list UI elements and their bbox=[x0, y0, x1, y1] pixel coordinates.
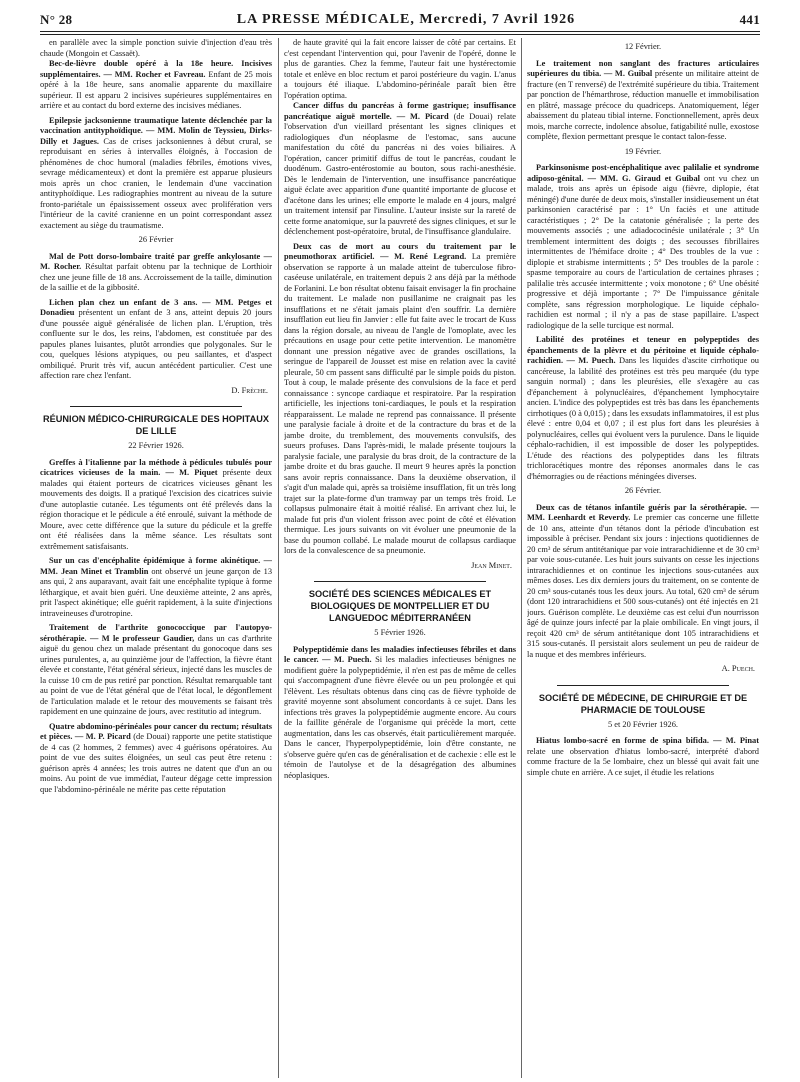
session-date: 12 Février. bbox=[624, 42, 662, 51]
article-title: Le traitement non sanglant des fractures articulaires supérieures du tibia. — M. Guibal bbox=[527, 58, 759, 78]
article bbox=[40, 116, 272, 232]
article-title: Lichen plan chez un enfant de 3 ans. — MM. Petges et Donadieu bbox=[40, 297, 272, 317]
article-body: Enfant de 25 mois opéré à la 18e heure, sans anomalie apparente du maxillaire supérieur. Il est apparu 2 incisives supérieures supplémentaires en arrière et au contact du bord externe des incisives médianes. bbox=[40, 69, 272, 110]
article bbox=[40, 59, 272, 112]
article-title: Deux cas de tétanos infantile guéris par la sérothérapie. — MM. Leenhardt et Reverdy. bbox=[527, 502, 759, 522]
session-date: 5 Février 1926. bbox=[374, 628, 426, 637]
column-divider bbox=[278, 38, 279, 1078]
article-body: Dans les liquides d'ascite cirrhotique ou cancéreuse, la labilité des protéines est très peu marquée (du type sanguin normal) ; dans les pleurésies, elle s'exagère au cas d'épanchement à polynucléaires, d'épanchement lymphocytaire ancien. L'indice des polypeptides est très bas dans les épanchements cirrhotiques (0 à 0,015) ; dans les exsudats inflammatoires, il est plus élevé : entre 0,04 et 0,07 ; il est plus fort dans les pleurésies à polynucléaires, celles qui évoluent vers la purulence. Dans le liquide céphalo-rachidien, il est impossible de doser les polypeptides. L'étude des réactions des polypeptides dans les filtrats trichloracétiques montre des réponses anormales dans le cas d'hémorragies ou de réactions méningées diverses. bbox=[527, 356, 759, 481]
society-heading: SOCIÉTÉ DE MÉDECINE, DE CHIRURGIE ET DE PHARMACIE DE TOULOUSE bbox=[538, 692, 748, 715]
session-date: 22 Février 1926. bbox=[128, 441, 184, 450]
article-body: présentent un enfant de 3 ans, atteint depuis 20 jours d'une poussée aiguë généralisée de lichen plan. L'éruption, très confluente sur le dos, les reins, l'abdomen, est constituée par des papules planes luisantes, plutôt arrondies que polygonales. Sur le cou, quelques lésions atypiques, ou peu saillantes, et d'aspect ombiliqué. Prurit très vif, aucun antécédent particulier. C'est une affection rare chez l'enfant. bbox=[40, 308, 272, 380]
section-rule bbox=[557, 685, 729, 686]
article-title: Mal de Pott dorso-lombaire traité par greffe ankylosante — M. Rocher. bbox=[40, 251, 272, 271]
article-body: (de Douai) relate l'observation d'un vieillard présentant les signes cliniques et radiologiques d'un néoplasme de l'estomac, sans aucune manifestation du côté du pancréas ni des voies biliaires. A l'opération, cancer primitif diffus de tout le pancréas, coudant le duodénum. Gastro-entérostomie au bouton, sous rachi-anesthésie. Dès le lendemain de l'intervention, une insuffisance pancréatique aiguë éclate avec apparition d'une quantité importante de glucose et d'acétone dans les urines; elle emporte le malade en 4 jours, malgré un traitement intensif par l'insuline. L'auteur insiste sur la rareté de cette forme anatomique, sur la pauvreté des signes cliniques, et sur le déclenchement post-opératoire, brutal, de l'insuffisance glandulaire. bbox=[284, 111, 516, 236]
session-date: 26 Février bbox=[138, 235, 174, 244]
article-title: Bec-de-lièvre double opéré à la 18e heure. Incisives supplémentaires. — MM. Rocher et Favreau. bbox=[40, 59, 272, 79]
article bbox=[40, 556, 272, 619]
column-divider bbox=[521, 38, 522, 1078]
article bbox=[40, 722, 272, 796]
article bbox=[40, 298, 272, 382]
article bbox=[527, 163, 759, 331]
article-title: Labilité des protéines et teneur en polypeptides des épanchements de la plèvre et du péritoine et liquide céphalo-rachidien. — M. Puech. bbox=[527, 335, 759, 365]
article-title: Parkinsonisme post-encéphalitique avec palilalie et syndrome adiposo-génital. — MM. G. Giraud et Guibal bbox=[527, 163, 759, 183]
article-title: Cancer diffus du pancréas à forme gastrique; insuffisance pancréatique aiguë mortelle. — M. Picard bbox=[284, 101, 516, 121]
article-title: Greffes à l'italienne par la méthode à pédicules tubulés pour cicatrices vicieuses de la main. — M. Piquet bbox=[40, 457, 272, 477]
article bbox=[527, 59, 759, 143]
section-rule bbox=[314, 581, 486, 582]
page-number: 441 bbox=[739, 12, 760, 27]
article-body: ont vu chez un malade, trois ans après un épisode aigu (fièvre, diplopie, état méningé) d'une durée de deux mois, s'installer insidieusement un état parkinsonien caractérisé par : 1° Un faciès et une attitude caractéristiques ; 2° De la catatonie généralisée ; la perte des mouvements associés ; une adiadococinésie unilatérale ; 3° Un tremblement intermittent des doigts ; des secousses fibrillaires intermittentes de l'hémiface droite ; 4° Des troubles de la vue : diplopie et strabisme intermittents ; 5° Des troubles de la parole : spasme temporaire au cours de l'articulation de certaines phrases ; palilalie très accusée intermittente ; voix monotone ; 6° Une obésité progressive et déjà importante ; 7° De l'impuissance génitale complète, sans régression morphologique. Le liquide céphalo-rachidien est normal ; il n'y a pas de stase papillaire. L'aspect radiologique de la selle turcique est normal. bbox=[527, 173, 759, 330]
article bbox=[40, 623, 272, 718]
article-body: Le premier cas concerne une fillette de 10 ans, atteinte d'un tétanos dont la période d'incubation est impossible à préciser. Pendant six jours : injections quotidiennes de 20 cm³ de sérum antitétanique par voie intrarachidienne et de 30 cm³ par voie sous-cutanée. Les huit jours suivants on cesse les injections intrarachidiennes et on continue les injections sous-cutanées aux mêmes doses. Les dix derniers jours du traitement, on se contente de 20 cm³ sous-cutanés tous les deux jours. Au total, 620 cm³ de sérum (dont 120 intrarachidiens et 500 sous-cutanés) ont été injectés en 21 jours. Guérison complète. Le deuxième cas est celui d'un nourrisson âgé de quinze jours infecté par la plaie ombilicale. En vingt jours, il reçoit 420 cm³ de sérum antitétanique dont 105 intrarachidiens et 315 sous-cutanés. Il persistait alors seulement un peu de raideur de la nuque et des membres inférieurs. bbox=[527, 513, 759, 659]
paragraph: en parallèle avec la simple ponction suivie d'injection d'eau très chaude (Mongoin et Cassaët). bbox=[40, 38, 272, 58]
page-header bbox=[40, 6, 760, 28]
article bbox=[527, 736, 759, 778]
article-title: Quatre abdomino-périnéales pour cancer du rectum; résultats et pièces. — M. P. Picard bbox=[40, 721, 272, 741]
author-signature: D. Frèche. bbox=[231, 385, 268, 395]
section-rule bbox=[70, 406, 242, 407]
article-title: Epilepsie jacksonienne traumatique latente déclenchée par la vaccination antityphoïdique. — MM. Molin de Teyssieu, Dirks-Dilly et Jagues. bbox=[40, 115, 272, 146]
article bbox=[527, 503, 759, 661]
article-title: Hiatus lombo-sacré en forme de spina bifida. — M. Pinat bbox=[536, 736, 759, 745]
article-body: ont observé un jeune garçon de 13 ans qui, 2 ans auparavant, avait fait une encéphalite typique à forme léthargique, et avait bien guéri. Une deuxième atteinte, 2 ans après, prit l'aspect akinétique; elle guérit rapidement, à la suite d'injections intraveineuses d'urotropine. bbox=[40, 566, 272, 618]
article bbox=[284, 242, 516, 557]
article-title: Deux cas de mort au cours du traitement par le pneumothorax artificiel. — M. René Legrand. bbox=[284, 241, 516, 261]
header-rule-thin bbox=[40, 34, 760, 35]
column-3 bbox=[527, 38, 759, 1078]
society-heading: RÉUNION MÉDICO-CHIRURGICALE DES HOPITAUX DE LILLE bbox=[43, 414, 269, 436]
session-date: 26 Février. bbox=[624, 486, 662, 495]
society-heading: SOCIÉTÉ DES SCIENCES MÉDICALES ET BIOLOGIQUES DE MONTPELLIER ET DU LANGUEDOC MÉDITERRANÉEN bbox=[308, 589, 492, 623]
article-body: La première observation se rapporte à un malade atteint de tuberculose fibro-caséeuse unilatérale, en traitement depuis 2 ans déjà par la méthode de Forlanini. Le bon résultat obtenu faisait envisager la fin prochaine du traitement. Le malade non pusillanime ne craignait pas les insufflations et ne s'était jamais plaint d'en souffrir. La dernière insufflation eut lieu fin Janvier : elle fut faite avec le trocart de Kuss dans la région dorsale, au niveau de l'angle de l'omoplate, avec les précautions en usage pour cette petite intervention. Le manomètre donnant une pression négative avec de grandes oscillations, la seringue de l'appareil de Jousset est mise en relation avec la cavité pleurale, 50 cm passent sans difficulté par le simple poids du piston. Tout à coup, le malade présente des convulsions de la face et perd connaissance : syncope cardiaque et respiratoire. Par la respiration artificielle, les injections toni-cardiaques, le pouls et la respiration réapparaissent. Le malade ne reprend pas connaissance. Il présente une paralysie faciale à droite et de la contracture du bras et de la jambe droite, du tremblement, des mouvements convulsifs, des sueurs profuses. Dans l'après-midi, le malade présente toujours la paralysie faciale, une paralysie du bras droit, de la contracture de la jambe droite et du bras gauche. Il meurt 9 heures après la ponction sans avoir repris connaissance. Dans la deuxième observation, il s'agit d'un malade qui, après sa troisième insufflation, fit un très long trajet sur la plate-forme d'un tramway par un temps très froid. Le collapsus pulmonaire était à moitié réalisé. En arrivant chez lui, le malade fut pris d'un violent frisson avec point de côté et élévation thermique. Les jours suivants on vit évoluer une pneumonie de la base du poumon collabé. Le malade mourut de collapsus cardiaque lors de la convalescence de sa pneumonie. bbox=[284, 252, 516, 555]
article-body: relate une observation d'hiatus lombo-sacré, interprété d'abord comme fracture de la 5e lombaire, chez un blessé qui avait fait une simple chute en arrière. A ce sujet, il étudie les relations bbox=[527, 746, 759, 777]
article-title: Sur un cas d'encéphalite épidémique à forme akinétique. — MM. Jean Minet et Tramblin bbox=[40, 556, 272, 576]
article-body: Résultat parfait obtenu par la technique de Lorthioir chez une jeune fille de 18 ans. Accroissement de la taille, diminution de la saillie et de la gibbosité. bbox=[40, 262, 272, 292]
session-date: 5 et 20 Février 1926. bbox=[607, 719, 678, 729]
column-1 bbox=[40, 38, 272, 1078]
article bbox=[40, 458, 272, 553]
article-body: Cas de crises jacksoniennes à début crural, se reproduisant en séries à intervalles éloignés, à l'occasion de phénomènes de choc humoral (maladies fébriles, émotions vives, sevrage médicamenteux) et dont la première est apparue plusieurs mois après un choc cranien, le lendemain d'une vaccination antityphoïdique. Les radiographies montrent au niveau de la suture fronto-pariétale un épaississement osseux avec prolifération vers l'intérieur de la cavité cranienne en un point correspondant assez exactement au siège du traumatisme. bbox=[40, 136, 272, 230]
session-date: 19 Février. bbox=[624, 146, 662, 156]
article bbox=[284, 101, 516, 238]
author-signature: Jean Minet. bbox=[471, 560, 512, 570]
article bbox=[40, 252, 272, 294]
article-body: dans un cas d'arthrite aiguë du genou chez un malade présentant du gonocoque dans ses urines purulentes, a, au quinzième jour de l'affection, la fièvre étant élevée et constante, l'état général sérieux, injecté dans les muscles de la cuisse 10 cm de pus retiré par ponction. Résultat remarquable tant au point de vue de l'état général que de l'état local, le dégonflement de l'articulation malade et le retour des mouvements se faisant très rapidement en une quinzaine de jours, avec restitutio ad integrum. bbox=[40, 633, 272, 716]
paragraph: de haute gravité qui la fait encore laisser de côté par certains. Et c'est cependant l'intervention qui, pour l'avenir de l'opéré, donne le plus de garanties. Chez la femme, l'auteur fait une hystérectomie totale et enlève en bloc rectum et paroi postérieure du vagin. L'anus a toujours été iliaque. L'abdomino-périnéale paraît bien être l'opération optima. bbox=[284, 38, 516, 100]
article-title: Traitement de l'arthrite gonococcique par l'autopyo-sérothérapie. — M le professeur Gaudier, bbox=[40, 623, 272, 643]
journal-title: LA PRESSE MÉDICALE, Mercredi, 7 Avril 1926 bbox=[236, 12, 576, 27]
article-body: (de Douai) rapporte une petite statistique de 4 cas (2 hommes, 2 femmes) avec 4 guérisons opératoires. Au point de vue des suites éloignées, un seul cas peut être retenu : guérison après 4 années; les trois autres ne datent que d'un an ou moins. Au point de vue immédiat, l'auteur dégage cette impression que l'abdomino-périnéale ne mérite pas cette réputation bbox=[40, 732, 272, 794]
article-body: présente un militaire atteint de fracture (en T renversé) de l'extrémité supérieure du tibia. Traitement par ponction de l'hémarthrose, réduction manuelle et immobilisation en plâtré, massage précoce du quadriceps. Anatomiquement, léger abaissement du plateau tibial interne. Fonctionnellement, après deux mois, marche correcte, indolence absolue, fatigabilité nulle, exostose complète, flexion permettant presque le contact talon-fesse. bbox=[527, 69, 759, 141]
author-signature: A. Puech. bbox=[721, 664, 755, 673]
article bbox=[527, 335, 759, 482]
article-body: Si les maladies infectieuses bénignes ne modifient guère la polypeptidémie, il n'en est pas de même de celles qui s'accompagnent d'une fièvre élevée ou un peu prolongée et qui l'élèvent. Les résultats obtenus dans cinq cas de fièvre typhoïde de gravité moyenne sont absolument concordants à ce sujet. Dans les infections très graves la polypeptidémie augmente encore. Au cours de la faillite générale de l'organisme qui précède la mort, cette augmentation, dans les cas observés, était particulièrement marquée. Dans le cancer, l'hyperpolypeptidémie, loin d'être constante, ne s'observe guère qu'en cas de généralisation et de cachexie : elle est le témoin de l'autolyse et de la désagrégation des albumines néoplasiques. bbox=[284, 655, 516, 780]
issue-number: N° 28 bbox=[40, 12, 73, 27]
article bbox=[284, 645, 516, 782]
article-title: Polypeptidémie dans les maladies infectieuses fébriles et dans le cancer. — M. Puech. bbox=[284, 644, 516, 664]
column-2 bbox=[284, 38, 516, 1078]
header-rule bbox=[40, 31, 760, 32]
article-body: présente deux malades qui étaient porteurs de cicatrices vicieuses gênant les mouvements des doigts. Il a pratiqué l'excision des cicatrices suivie d'une autoplastie cutanée. Les téguments ont été prélevés dans la région thoracique et le pédicule a été enroulé, suivant la méthode de Moure, avec cette différence que la suture du pédicule et la greffe ont été réalisées dans la même séance. Les résultats sont extrêmement satisfaisants. bbox=[40, 468, 272, 551]
